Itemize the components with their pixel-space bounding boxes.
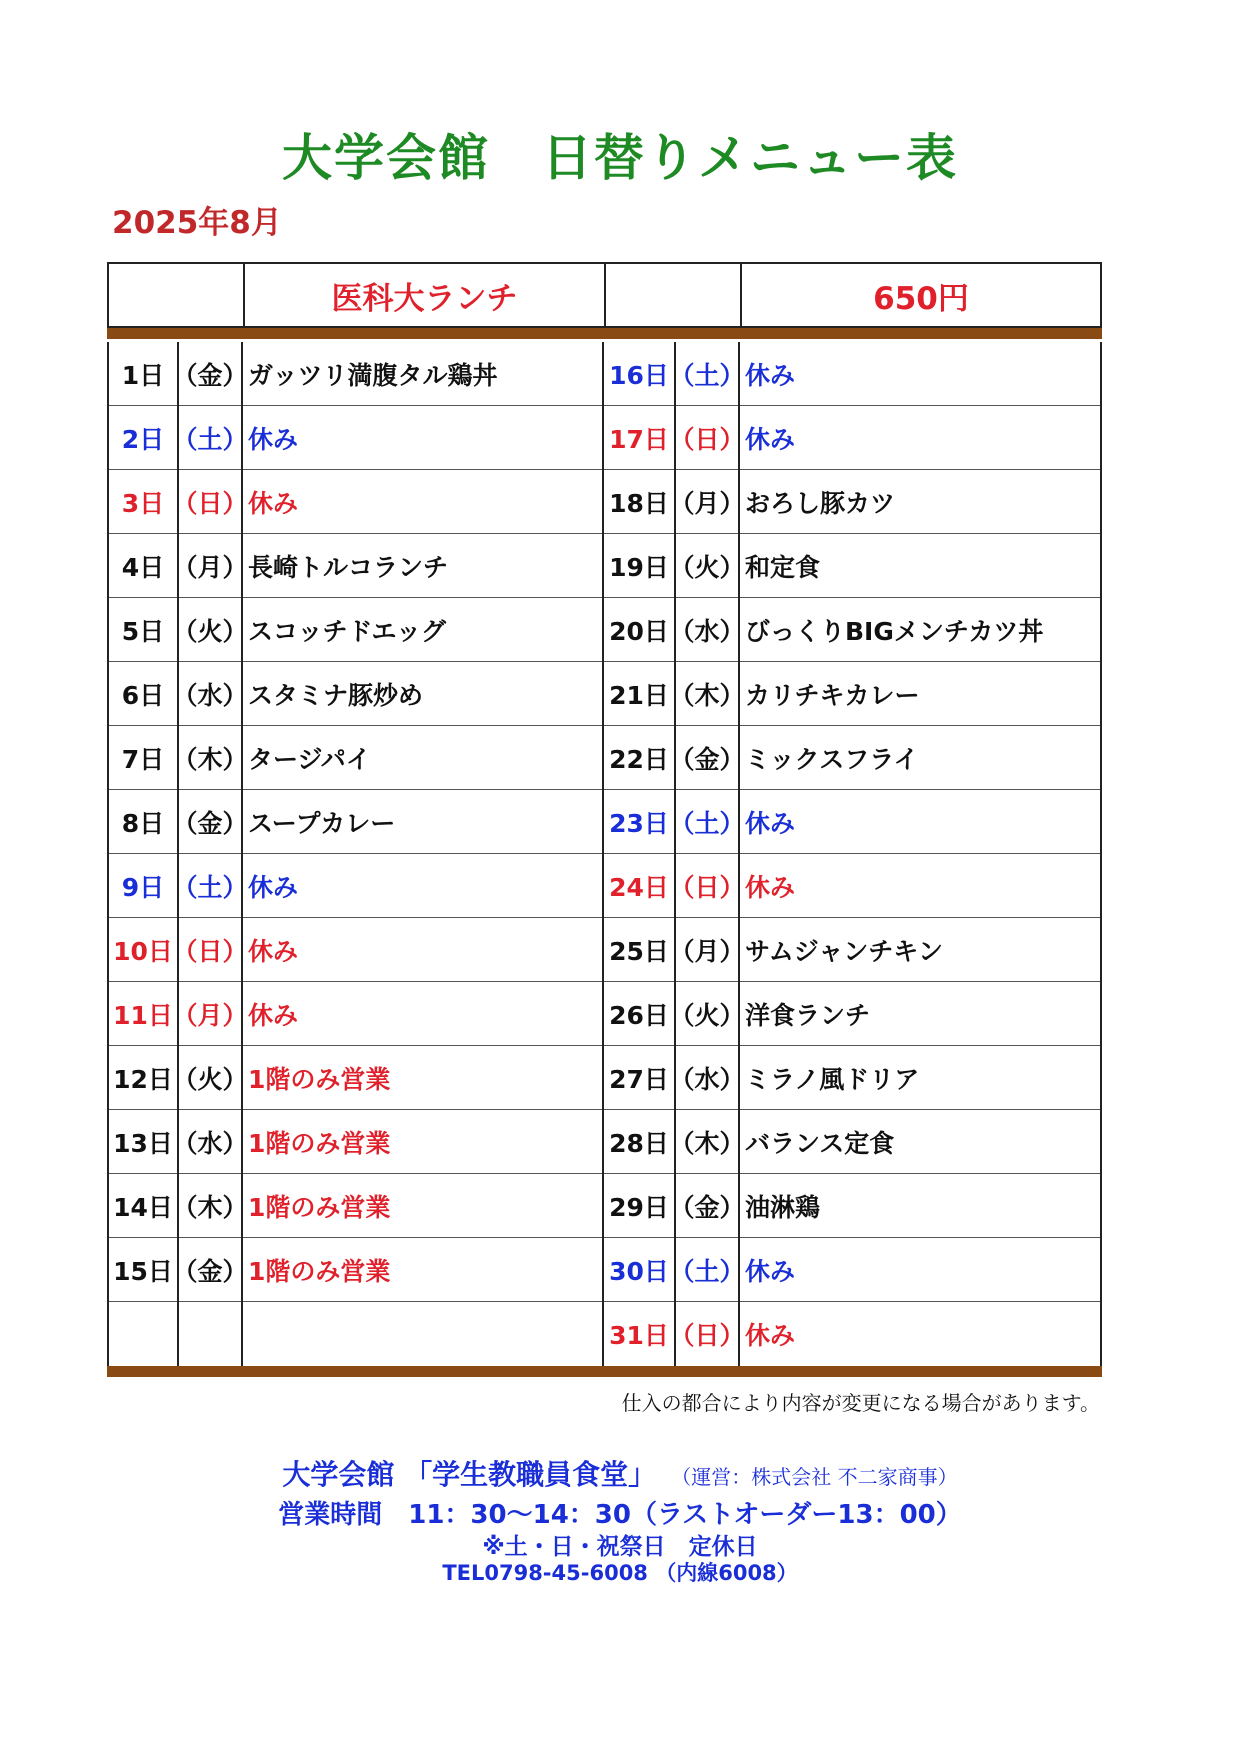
weekday-cell: （土） bbox=[676, 1238, 740, 1302]
menu-cell: 1階のみ営業 bbox=[243, 1238, 604, 1302]
weekday-cell: （金） bbox=[676, 726, 740, 790]
day-cell: 2日 bbox=[109, 406, 179, 470]
weekday-cell: （土） bbox=[676, 342, 740, 406]
menu-cell: 油淋鶏 bbox=[745, 1193, 821, 1222]
business-hours: 営業時間 11：30～14：30（ラストオーダー13：00） bbox=[278, 1500, 962, 1530]
table-row bbox=[109, 342, 1100, 406]
menu-cell: タージパイ bbox=[243, 726, 604, 790]
weekday-cell: （金） bbox=[179, 790, 243, 854]
footer-divider-bar bbox=[107, 1366, 1102, 1377]
menu-cell: 休み bbox=[243, 854, 604, 918]
weekday-cell: （水） bbox=[179, 1110, 243, 1174]
day-cell: 16日 bbox=[604, 342, 676, 406]
table-row bbox=[109, 406, 1100, 470]
lunch-name: 医科大ランチ bbox=[245, 264, 606, 326]
weekday-cell: （金） bbox=[676, 1174, 740, 1238]
day-cell: 4日 bbox=[109, 534, 179, 598]
day-cell: 20日 bbox=[604, 598, 676, 662]
weekday-cell: （火） bbox=[676, 534, 740, 598]
table-row bbox=[109, 1174, 1100, 1238]
day-cell: 8日 bbox=[109, 790, 179, 854]
weekday-cell: （月） bbox=[676, 470, 740, 534]
day-cell: 30日 bbox=[604, 1238, 676, 1302]
weekday-cell: （土） bbox=[676, 790, 740, 854]
weekday-cell: （木） bbox=[676, 1110, 740, 1174]
menu-cell: スコッチドエッグ bbox=[243, 598, 604, 662]
menu-cell: スタミナ豚炒め bbox=[243, 662, 604, 726]
menu-cell bbox=[243, 1302, 604, 1366]
menu-cell: 休み bbox=[745, 873, 796, 902]
table-row bbox=[109, 470, 1100, 534]
table-row bbox=[109, 854, 1100, 918]
table-row bbox=[109, 1110, 1100, 1174]
table-row bbox=[109, 918, 1100, 982]
day-cell: 13日 bbox=[109, 1110, 179, 1174]
weekday-cell bbox=[179, 1302, 243, 1366]
weekday-cell: （火） bbox=[179, 1046, 243, 1110]
menu-cell: 休み bbox=[745, 1321, 796, 1350]
menu-cell: ミックスフライ bbox=[745, 745, 919, 774]
menu-cell: 休み bbox=[243, 406, 604, 470]
menu-cell: 和定食 bbox=[745, 553, 821, 582]
menu-cell: 休み bbox=[745, 361, 796, 390]
day-cell: 15日 bbox=[109, 1238, 179, 1302]
table-row bbox=[109, 598, 1100, 662]
weekday-cell: （木） bbox=[676, 662, 740, 726]
telephone: TEL0798-45-6008 （内線6008） bbox=[442, 1561, 798, 1585]
day-cell: 31日 bbox=[604, 1302, 676, 1366]
weekday-cell: （月） bbox=[676, 918, 740, 982]
day-cell: 3日 bbox=[109, 470, 179, 534]
menu-cell: スープカレー bbox=[243, 790, 604, 854]
day-cell: 28日 bbox=[604, 1110, 676, 1174]
day-cell: 18日 bbox=[604, 470, 676, 534]
menu-cell: 1階のみ営業 bbox=[243, 1046, 604, 1110]
menu-cell: 休み bbox=[745, 1257, 796, 1286]
day-cell: 6日 bbox=[109, 662, 179, 726]
day-cell: 24日 bbox=[604, 854, 676, 918]
weekday-cell: （水） bbox=[676, 1046, 740, 1110]
weekday-cell: （土） bbox=[179, 854, 243, 918]
day-cell: 23日 bbox=[604, 790, 676, 854]
menu-header bbox=[107, 262, 1102, 328]
page-title: 大学会館 日替りメニュー表 bbox=[282, 129, 958, 187]
weekday-cell: （日） bbox=[179, 918, 243, 982]
weekday-cell: （日） bbox=[676, 1302, 740, 1366]
day-cell: 29日 bbox=[604, 1174, 676, 1238]
day-cell: 21日 bbox=[604, 662, 676, 726]
header-blank-cell bbox=[606, 264, 742, 326]
menu-cell: おろし豚カツ bbox=[745, 489, 896, 518]
day-cell: 22日 bbox=[604, 726, 676, 790]
table-row bbox=[109, 534, 1100, 598]
weekday-cell: （土） bbox=[179, 406, 243, 470]
day-cell: 12日 bbox=[109, 1046, 179, 1110]
menu-table bbox=[107, 342, 1102, 1368]
weekday-cell: （月） bbox=[179, 982, 243, 1046]
cafeteria-name: 大学会館 「学生教職員食堂」 bbox=[282, 1458, 657, 1491]
menu-cell: 休み bbox=[243, 982, 604, 1046]
menu-cell: ミラノ風ドリア bbox=[745, 1065, 920, 1094]
weekday-cell: （木） bbox=[179, 726, 243, 790]
menu-cell: 長崎トルコランチ bbox=[243, 534, 604, 598]
table-row bbox=[109, 662, 1100, 726]
operator: （運営：株式会社 不二家商事） bbox=[671, 1465, 958, 1489]
menu-cell: びっくりBIGメンチカツ丼 bbox=[745, 617, 1044, 646]
day-cell: 19日 bbox=[604, 534, 676, 598]
header-blank-cell bbox=[109, 264, 245, 326]
table-row bbox=[109, 1046, 1100, 1110]
menu-cell: カリチキカレー bbox=[745, 681, 920, 710]
cafeteria-name-line bbox=[0, 1453, 1240, 1493]
menu-cell: ガッツリ満腹タル鶏丼 bbox=[243, 342, 604, 406]
menu-cell: 1階のみ営業 bbox=[243, 1110, 604, 1174]
weekday-cell: （日） bbox=[179, 470, 243, 534]
table-row bbox=[109, 790, 1100, 854]
day-cell: 11日 bbox=[109, 982, 179, 1046]
day-cell: 25日 bbox=[604, 918, 676, 982]
table-row bbox=[109, 982, 1100, 1046]
menu-cell: 1階のみ営業 bbox=[243, 1174, 604, 1238]
weekday-cell: （日） bbox=[676, 854, 740, 918]
table-row bbox=[109, 726, 1100, 790]
change-notice: 仕入の都合により内容が変更になる場合があります。 bbox=[621, 1391, 1100, 1415]
closed-days: ※土・日・祝祭日 定休日 bbox=[482, 1534, 758, 1560]
menu-cell: 休み bbox=[745, 809, 796, 838]
day-cell bbox=[109, 1302, 179, 1366]
menu-cell: 休み bbox=[243, 470, 604, 534]
weekday-cell: （日） bbox=[676, 406, 740, 470]
price: 650円 bbox=[873, 280, 969, 317]
day-cell: 26日 bbox=[604, 982, 676, 1046]
weekday-cell: （金） bbox=[179, 342, 243, 406]
month-label: 2025年8月 bbox=[112, 205, 282, 241]
weekday-cell: （月） bbox=[179, 534, 243, 598]
menu-cell: バランス定食 bbox=[745, 1129, 895, 1158]
menu-cell: 休み bbox=[745, 425, 796, 454]
weekday-cell: （火） bbox=[179, 598, 243, 662]
day-cell: 9日 bbox=[109, 854, 179, 918]
table-row bbox=[109, 1302, 1100, 1366]
menu-cell: サムジャンチキン bbox=[745, 937, 944, 966]
day-cell: 10日 bbox=[109, 918, 179, 982]
menu-cell: 休み bbox=[243, 918, 604, 982]
menu-cell: 洋食ランチ bbox=[745, 1001, 871, 1030]
day-cell: 7日 bbox=[109, 726, 179, 790]
weekday-cell: （火） bbox=[676, 982, 740, 1046]
day-cell: 1日 bbox=[109, 342, 179, 406]
header-divider-bar bbox=[107, 328, 1102, 339]
table-row bbox=[109, 1238, 1100, 1302]
weekday-cell: （水） bbox=[676, 598, 740, 662]
weekday-cell: （水） bbox=[179, 662, 243, 726]
weekday-cell: （金） bbox=[179, 1238, 243, 1302]
day-cell: 17日 bbox=[604, 406, 676, 470]
day-cell: 14日 bbox=[109, 1174, 179, 1238]
weekday-cell: （木） bbox=[179, 1174, 243, 1238]
day-cell: 27日 bbox=[604, 1046, 676, 1110]
day-cell: 5日 bbox=[109, 598, 179, 662]
